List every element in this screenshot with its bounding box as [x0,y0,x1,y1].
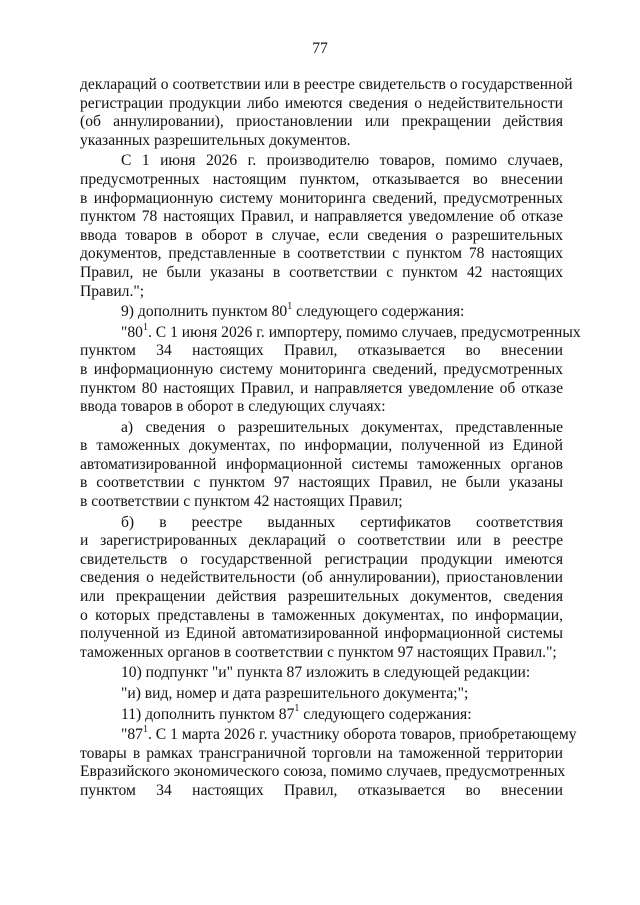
page-number: 77 [312,40,328,57]
text-line [80,532,563,551]
text-line [80,664,563,683]
text-line-content: в соответствии с пунктом 42 настоящих Правил; [80,493,403,511]
text-line [80,264,563,283]
text-line-content: пунктом 80 настоящих Правил, и направляется уведомление об отказе [80,379,563,397]
text-line-content: Евразийского экономического союза, помимо случаев, предусмотренных [80,763,566,781]
text-line-content: пунктом 78 настоящих Правил, и направляется уведомление об отказе [80,208,563,226]
text-line-content: б) в реестре выданных сертификатов соответствия [121,513,563,531]
text-line-content: "87 [121,726,143,744]
text-line [80,152,563,171]
text-line [80,245,563,264]
text-line [80,644,563,663]
text-line-content: следующего содержания: [292,303,465,321]
text-line-content: 9) дополнить пунктом 80 [121,303,288,321]
text-line [80,419,563,438]
text-line [80,321,581,343]
text-line [80,474,563,493]
text-line [80,514,563,533]
text-line [80,607,563,626]
text-line-content: документов, представленные в соответствии с пунктом 78 настоящих [80,245,563,263]
text-line-content: предусмотренных настоящим пунктом, отказывается во внесении [80,170,563,188]
text-line [80,398,563,417]
text-line-content: и зарегистрированных деклараций о соответствии или в реестре [80,532,563,550]
text-line [80,76,573,95]
text-line [80,283,563,302]
text-line-content: следующего содержания: [299,705,472,723]
text-line-content: или прекращении действия разрешительных документов, сведения [80,588,563,606]
text-line-content: пунктом 34 настоящих Правил, отказывается во внесении [80,342,563,360]
text-line-content: Правил."; [80,282,145,300]
text-line-content: в таможенных документах, по информации, полученной из Единой [80,437,563,455]
text-line [80,171,563,190]
text-line [80,703,563,725]
text-line [80,300,563,322]
text-line-content: в соответствии с пунктом 97 настоящих Правил, не были указаны [80,474,563,492]
text-line-content: пунктом 34 настоящих Правил, отказывается во внесении [80,781,563,799]
text-line [80,342,563,361]
text-line [80,685,563,704]
text-line-content: автоматизированной информационной системы таможенных органов [80,455,563,473]
superscript: 1 [142,321,148,333]
text-line-content: указанных разрешительных документов. [80,131,351,149]
text-line [80,227,563,246]
superscript: 1 [142,724,148,735]
text-line-content: полученной из Единой автоматизированной информационной системы [80,625,563,643]
text-line-content: "80 [121,323,143,341]
text-line-content: ввода товаров в оборот в случае, если сведения о разрешительных [80,226,563,244]
text-line [80,551,563,570]
text-line [80,380,563,399]
text-line [80,625,563,644]
text-line-content: товары в рамках трансграничной торговли на таможенной территории [80,744,563,762]
text-line [80,361,563,380]
text-line-content: а) сведения о разрешительных документах, представленные [121,418,563,436]
superscript: 1 [294,703,300,715]
text-line-content: Правил, не были указаны в соответствии с пунктом 42 настоящих [80,263,563,281]
text-line [80,724,577,745]
text-line-content: таможенных органов в соответствии с пунктом 97 настоящих Правил."; [80,643,557,661]
text-line-content: . С 1 марта 2026 г. участнику оборота товаров, приобретающему [147,726,577,744]
text-line [80,190,563,209]
text-line [80,588,563,607]
document-body [80,76,581,801]
text-line [80,95,563,114]
text-line [80,763,566,782]
text-line-content: . С 1 июня 2026 г. импортеру, помимо случаев, предусмотренных [147,323,581,341]
text-line [80,437,563,456]
text-line-content: в информационную систему мониторинга сведений, предусмотренных [80,360,563,378]
text-line-content: С 1 июня 2026 г. производителю товаров, помимо случаев, [121,152,563,170]
text-line-content: 11) дополнить пунктом 87 [121,705,295,723]
text-line-content: (об аннулировании), приостановлении или прекращении действия [80,113,563,131]
text-line-content: "и) вид, номер и дата разрешительного документа;"; [121,685,469,702]
text-line [80,493,563,512]
text-line-content: о которых представлены в таможенных документах, по информации, [80,606,563,624]
text-line [80,208,563,227]
text-line [80,745,563,764]
text-line [80,569,563,588]
text-line-content: в информационную систему мониторинга сведений, предусмотренных [80,189,563,207]
text-line [80,782,563,801]
text-line [80,113,563,132]
text-line-content: 10) подпункт "и" пункта 87 изложить в следующей редакции: [121,664,531,682]
superscript: 1 [287,300,293,312]
text-line [80,456,563,475]
text-line [80,132,563,151]
text-line-content: ввода товаров в оборот в следующих случаях: [80,398,386,416]
text-line-content: сведения о недействительности (об аннулировании), приостановлении [80,569,563,587]
text-line-content: регистрации продукции либо имеются сведения о недействительности [80,94,563,112]
text-line-content: деклараций о соответствии или в реестре свидетельств о государственной [80,76,573,93]
text-line-content: свидетельств о государственной регистрации продукции имеются [80,550,563,568]
